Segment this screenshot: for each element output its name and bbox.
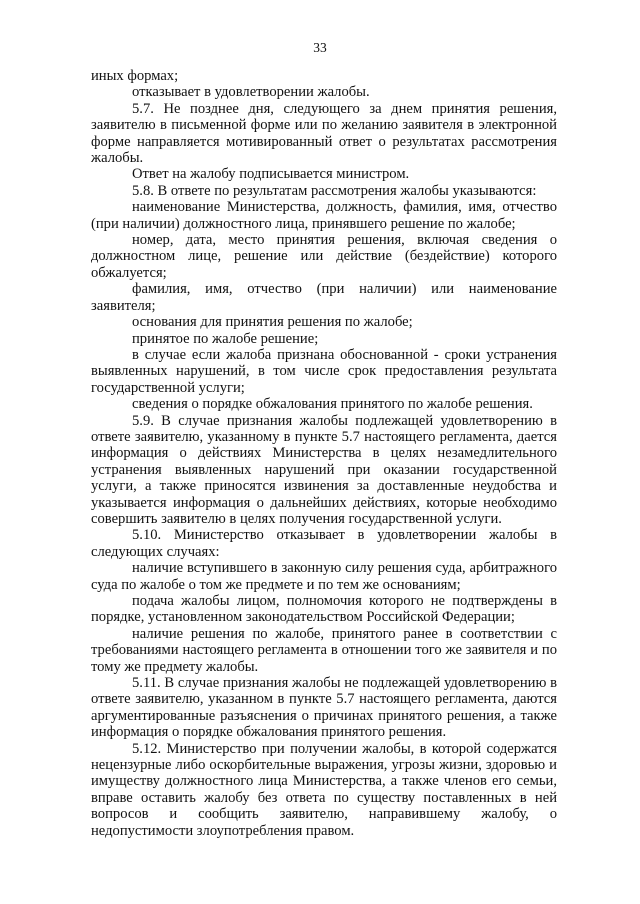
paragraph: в случае если жалоба признана обоснованной - сроки устранения выявленных нарушений, в том числе срок предоставления результата государственной услуги;	[91, 346, 557, 396]
paragraph: 5.8. В ответе по результатам рассмотрения жалобы указываются:	[132, 182, 537, 199]
paragraph: номер, дата, место принятия решения, включая сведения о должностном лице, решение или действие (бездействие) которого обжалуется;	[91, 232, 557, 281]
paragraph: 5.7. Не позднее дня, следующего за днем принятия решения, заявителю в письменной форме или по желанию заявителя в электронной форме направляется мотивированный ответ о результатах рассмотрения жалобы.	[91, 100, 557, 167]
paragraph: 5.9. В случае признания жалобы подлежащей удовлетворению в ответе заявителю, указанному в пункте 5.7 настоящего регламента, дается информация о действиях Министерства в целях незамедлительного устранения выявленных нарушений при оказании государственной услуги, а также приносятся извинения за доставленные неудобства и указывается информация о дальнейших действиях, которые необходимо совершить заявителю в целях получения государственной услуги.	[91, 412, 557, 527]
paragraph: Ответ на жалобу подписывается министром.	[132, 166, 410, 183]
paragraph: 5.11. В случае признания жалобы не подлежащей удовлетворению в ответе заявителю, указанном в пункте 5.7 настоящего регламента, даются аргументированные разъяснения о причинах принятого решения, а также информация о порядке обжалования принятого решения.	[91, 675, 557, 741]
document-body	[91, 68, 557, 839]
page-number: 33	[313, 40, 327, 55]
paragraph: иных формах;	[91, 68, 179, 84]
paragraph: отказывает в удовлетворении жалобы.	[132, 84, 370, 101]
paragraph: наличие решения по жалобе, принятого ранее в соответствии с требованиями настоящего регламента в отношении того же заявителя и по тому же предмету жалобы.	[91, 625, 557, 675]
paragraph: фамилия, имя, отчество (при наличии) или наименование заявителя;	[91, 281, 557, 314]
paragraph: принятое по жалобе решение;	[132, 330, 319, 347]
paragraph: наличие вступившего в законную силу решения суда, арбитражного суда по жалобе о том же предмете и по тем же основаниям;	[91, 560, 557, 593]
paragraph: наименование Министерства, должность, фамилия, имя, отчество (при наличии) должностного лица, принявшего решение по жалобе;	[91, 199, 557, 232]
paragraph: основания для принятия решения по жалобе;	[132, 314, 413, 331]
paragraph: подача жалобы лицом, полномочия которого не подтверждены в порядке, установленном законодательством Российской Федерации;	[91, 593, 557, 626]
paragraph: 5.10. Министерство отказывает в удовлетворении жалобы в следующих случаях:	[91, 527, 557, 560]
paragraph: 5.12. Министерство при получении жалобы, в которой содержатся нецензурные либо оскорбительные выражения, угрозы жизни, здоровью и имуществу должностного лица Министерства, а также членов его семьи, вправе оставить жалобу без ответа по существу поставленных в ней вопросов и сообщить заявителю, направившему жалобу, о недопустимости злоупотребления правом.	[91, 740, 557, 839]
paragraph: сведения о порядке обжалования принятого по жалобе решения.	[132, 396, 533, 413]
